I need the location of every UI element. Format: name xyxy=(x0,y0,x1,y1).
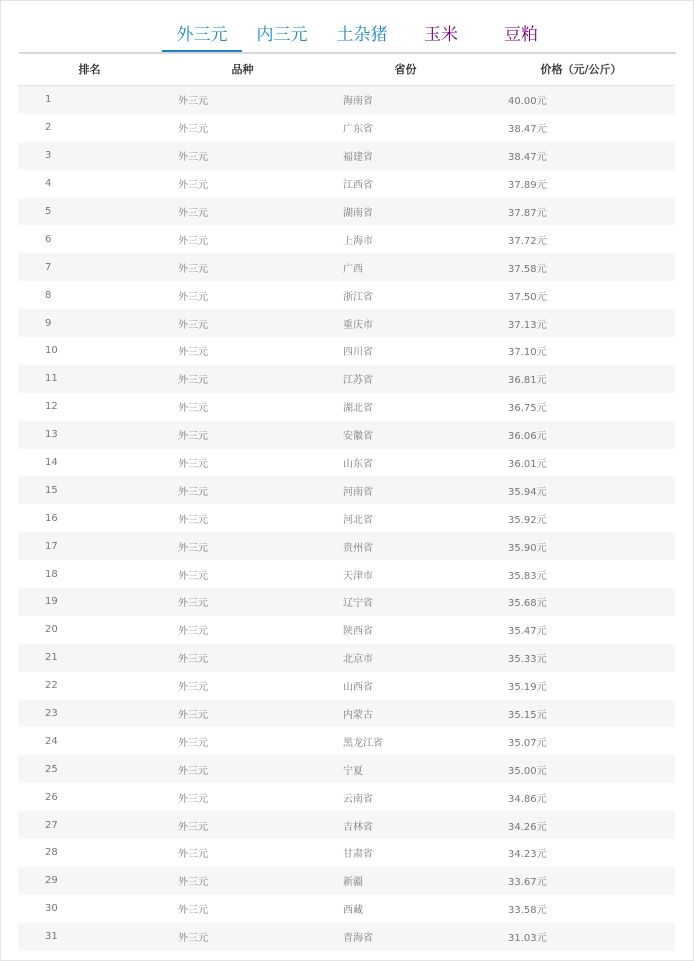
table-row xyxy=(18,783,675,811)
variety-cell: 外三元 xyxy=(161,393,324,421)
variety-cell: 外三元 xyxy=(161,895,324,923)
price-cell: 37.50元 xyxy=(487,281,675,309)
rank-cell: 19 xyxy=(18,588,161,616)
province-cell: 吉林省 xyxy=(324,811,487,839)
price-cell: 38.47元 xyxy=(487,114,675,142)
table-row xyxy=(18,532,675,560)
rank-cell: 27 xyxy=(18,811,161,839)
province-cell: 新疆 xyxy=(324,867,487,895)
table-row xyxy=(18,895,675,923)
price-cell: 37.13元 xyxy=(487,309,675,337)
variety-cell: 外三元 xyxy=(161,504,324,532)
table-row xyxy=(18,421,675,449)
rank-cell: 16 xyxy=(18,504,161,532)
price-cell: 34.86元 xyxy=(487,783,675,811)
rank-cell: 14 xyxy=(18,449,161,477)
price-cell: 35.92元 xyxy=(487,504,675,532)
table-row xyxy=(18,923,675,951)
rank-cell: 4 xyxy=(18,170,161,198)
rank-cell: 18 xyxy=(18,560,161,588)
province-cell: 江西省 xyxy=(324,170,487,198)
variety-cell: 外三元 xyxy=(161,644,324,672)
rank-cell: 24 xyxy=(18,727,161,755)
price-cell: 35.83元 xyxy=(487,560,675,588)
rank-cell: 3 xyxy=(18,142,161,170)
rank-cell: 23 xyxy=(18,700,161,728)
variety-cell: 外三元 xyxy=(161,811,324,839)
province-cell: 江苏省 xyxy=(324,365,487,393)
variety-cell: 外三元 xyxy=(161,755,324,783)
header-province: 省份 xyxy=(324,53,487,86)
rank-cell: 22 xyxy=(18,672,161,700)
price-cell: 35.00元 xyxy=(487,755,675,783)
price-cell: 33.67元 xyxy=(487,867,675,895)
rank-cell: 25 xyxy=(18,755,161,783)
rank-cell: 28 xyxy=(18,839,161,867)
rank-cell: 11 xyxy=(18,365,161,393)
variety-cell: 外三元 xyxy=(161,783,324,811)
price-cell: 40.00元 xyxy=(487,86,675,114)
province-cell: 湖南省 xyxy=(324,198,487,226)
variety-cell: 外三元 xyxy=(161,86,324,114)
price-cell: 36.75元 xyxy=(487,393,675,421)
variety-cell: 外三元 xyxy=(161,142,324,170)
province-cell: 河北省 xyxy=(324,504,487,532)
table-row xyxy=(18,86,675,114)
variety-cell: 外三元 xyxy=(161,421,324,449)
tab-soybean-meal[interactable]: 豆粕 xyxy=(504,25,538,45)
rank-cell: 21 xyxy=(18,644,161,672)
table-row xyxy=(18,114,675,142)
variety-cell: 外三元 xyxy=(161,532,324,560)
province-cell: 湖北省 xyxy=(324,393,487,421)
rank-cell: 30 xyxy=(18,895,161,923)
variety-cell: 外三元 xyxy=(161,616,324,644)
province-cell: 广东省 xyxy=(324,114,487,142)
table-row xyxy=(18,337,675,365)
price-cell: 36.06元 xyxy=(487,421,675,449)
table-row xyxy=(18,700,675,728)
province-cell: 福建省 xyxy=(324,142,487,170)
variety-cell: 外三元 xyxy=(161,225,324,253)
table-row xyxy=(18,616,675,644)
table-row xyxy=(18,867,675,895)
province-cell: 西藏 xyxy=(324,895,487,923)
price-cell: 31.03元 xyxy=(487,923,675,951)
price-cell: 34.23元 xyxy=(487,839,675,867)
province-cell: 山西省 xyxy=(324,672,487,700)
rank-cell: 6 xyxy=(18,225,161,253)
table-row xyxy=(18,588,675,616)
rank-cell: 26 xyxy=(18,783,161,811)
province-cell: 甘肃省 xyxy=(324,839,487,867)
variety-cell: 外三元 xyxy=(161,309,324,337)
tab-inner-three-way[interactable]: 内三元 xyxy=(256,25,308,45)
table-row xyxy=(18,560,675,588)
table-row xyxy=(18,281,675,309)
province-cell: 云南省 xyxy=(324,783,487,811)
price-cell: 38.47元 xyxy=(487,142,675,170)
table-row xyxy=(18,142,675,170)
price-cell: 35.90元 xyxy=(487,532,675,560)
rank-cell: 8 xyxy=(18,281,161,309)
table-row xyxy=(18,476,675,504)
province-cell: 河南省 xyxy=(324,476,487,504)
province-cell: 北京市 xyxy=(324,644,487,672)
table-row xyxy=(18,644,675,672)
price-cell: 35.94元 xyxy=(487,476,675,504)
rank-cell: 2 xyxy=(18,114,161,142)
variety-cell: 外三元 xyxy=(161,337,324,365)
table-row xyxy=(18,839,675,867)
rank-cell: 31 xyxy=(18,923,161,951)
variety-cell: 外三元 xyxy=(161,672,324,700)
variety-cell: 外三元 xyxy=(161,476,324,504)
province-cell: 辽宁省 xyxy=(324,588,487,616)
price-cell: 35.07元 xyxy=(487,727,675,755)
table-row xyxy=(18,811,675,839)
province-cell: 上海市 xyxy=(324,225,487,253)
province-cell: 黑龙江省 xyxy=(324,727,487,755)
rank-cell: 15 xyxy=(18,476,161,504)
variety-cell: 外三元 xyxy=(161,449,324,477)
price-cell: 35.19元 xyxy=(487,672,675,700)
variety-cell: 外三元 xyxy=(161,700,324,728)
table-row xyxy=(18,365,675,393)
price-cell: 37.58元 xyxy=(487,253,675,281)
province-cell: 安徽省 xyxy=(324,421,487,449)
header-rank: 排名 xyxy=(18,53,161,86)
table-row xyxy=(18,672,675,700)
table-row xyxy=(18,309,675,337)
variety-cell: 外三元 xyxy=(161,867,324,895)
province-cell: 天津市 xyxy=(324,560,487,588)
price-cell: 36.81元 xyxy=(487,365,675,393)
header-price: 价格（元/公斤） xyxy=(487,53,675,86)
variety-cell: 外三元 xyxy=(161,170,324,198)
table-row xyxy=(18,449,675,477)
province-cell: 山东省 xyxy=(324,449,487,477)
price-cell: 37.10元 xyxy=(487,337,675,365)
table-row xyxy=(18,170,675,198)
price-cell: 35.47元 xyxy=(487,616,675,644)
price-cell: 36.01元 xyxy=(487,449,675,477)
table-row xyxy=(18,755,675,783)
variety-cell: 外三元 xyxy=(161,198,324,226)
price-cell: 35.33元 xyxy=(487,644,675,672)
header-variety: 品种 xyxy=(161,53,324,86)
variety-cell: 外三元 xyxy=(161,281,324,309)
rank-cell: 10 xyxy=(18,337,161,365)
table-row xyxy=(18,504,675,532)
rank-cell: 1 xyxy=(18,86,161,114)
province-cell: 贵州省 xyxy=(324,532,487,560)
tab-corn[interactable]: 玉米 xyxy=(424,25,458,45)
rank-cell: 17 xyxy=(18,532,161,560)
price-cell: 37.87元 xyxy=(487,198,675,226)
price-cell: 33.58元 xyxy=(487,895,675,923)
variety-cell: 外三元 xyxy=(161,588,324,616)
table-row xyxy=(18,253,675,281)
province-cell: 宁夏 xyxy=(324,755,487,783)
price-cell: 35.68元 xyxy=(487,588,675,616)
province-cell: 海南省 xyxy=(324,86,487,114)
province-cell: 广西 xyxy=(324,253,487,281)
price-cell: 34.26元 xyxy=(487,811,675,839)
rank-cell: 20 xyxy=(18,616,161,644)
variety-cell: 外三元 xyxy=(161,727,324,755)
price-cell: 35.15元 xyxy=(487,700,675,728)
rank-cell: 7 xyxy=(18,253,161,281)
variety-cell: 外三元 xyxy=(161,253,324,281)
province-cell: 内蒙古 xyxy=(324,700,487,728)
table-header-row xyxy=(18,53,675,86)
price-ranking-table xyxy=(18,53,675,951)
table-row xyxy=(18,393,675,421)
tab-outer-three-way[interactable]: 外三元 xyxy=(162,22,242,52)
rank-cell: 12 xyxy=(18,393,161,421)
table-row xyxy=(18,225,675,253)
province-cell: 陕西省 xyxy=(324,616,487,644)
rank-cell: 5 xyxy=(18,198,161,226)
rank-cell: 9 xyxy=(18,309,161,337)
variety-cell: 外三元 xyxy=(161,560,324,588)
category-tab-bar xyxy=(19,16,676,54)
price-cell: 37.72元 xyxy=(487,225,675,253)
province-cell: 四川省 xyxy=(324,337,487,365)
variety-cell: 外三元 xyxy=(161,365,324,393)
tab-local-pig[interactable]: 土杂猪 xyxy=(336,25,388,45)
variety-cell: 外三元 xyxy=(161,923,324,951)
province-cell: 浙江省 xyxy=(324,281,487,309)
table-row xyxy=(18,727,675,755)
table-row xyxy=(18,198,675,226)
rank-cell: 13 xyxy=(18,421,161,449)
variety-cell: 外三元 xyxy=(161,839,324,867)
province-cell: 青海省 xyxy=(324,923,487,951)
variety-cell: 外三元 xyxy=(161,114,324,142)
price-cell: 37.89元 xyxy=(487,170,675,198)
province-cell: 重庆市 xyxy=(324,309,487,337)
rank-cell: 29 xyxy=(18,867,161,895)
